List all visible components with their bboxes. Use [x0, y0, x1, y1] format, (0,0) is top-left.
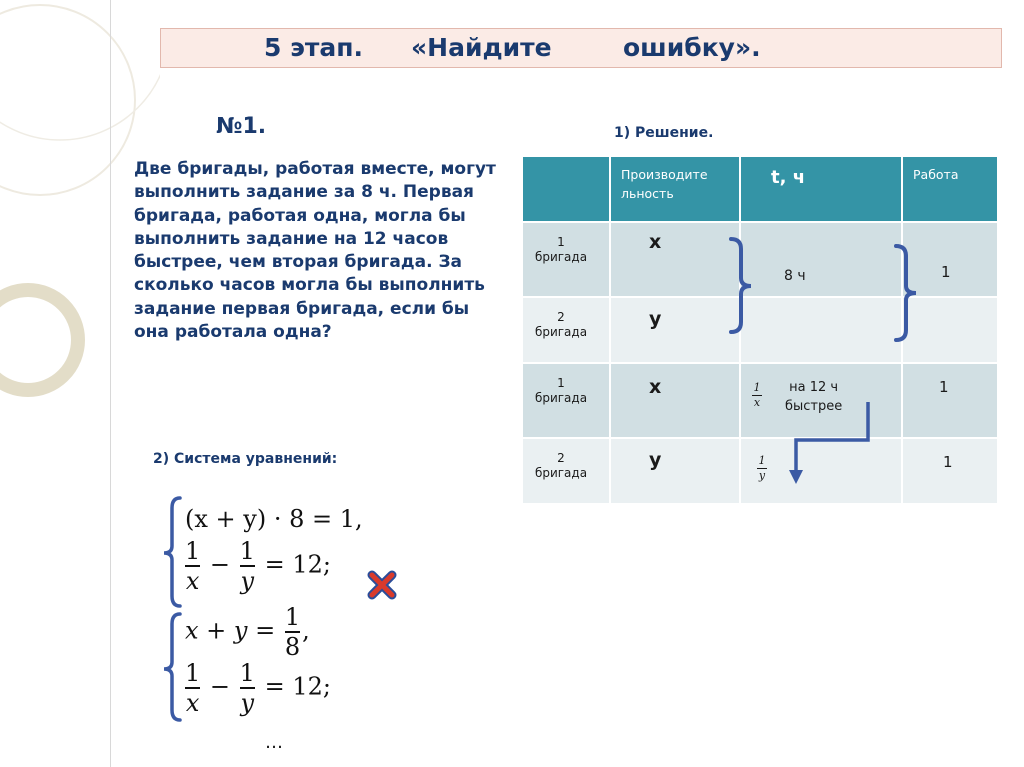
- problem-number: №1.: [216, 114, 267, 139]
- header-time-label: t, ч: [771, 167, 806, 188]
- system-heading: 2) Система уравнений:: [153, 451, 338, 467]
- wrong-eq2-num-1: 1: [185, 537, 201, 565]
- correct-system-brace: [164, 614, 180, 720]
- table-row: [522, 222, 998, 297]
- row-2-num: 2: [557, 310, 565, 324]
- row-4-label: бригада: [534, 466, 588, 480]
- table-row: [522, 438, 998, 504]
- fraction-1-over-y: [757, 455, 767, 482]
- table-row: [522, 297, 998, 363]
- header-productivity-line1: Производите: [621, 167, 708, 182]
- header-work-label: Работа: [913, 167, 959, 182]
- correct-eq1-end: ,: [302, 616, 310, 645]
- faster-note-line2: быстрее: [785, 399, 843, 414]
- row-3-num: 1: [557, 376, 565, 390]
- header-time: [740, 156, 902, 222]
- merged-time-value: 8 ч: [784, 268, 806, 284]
- problem-text: Две бригады, работая вместе, могут выполнить задание за 8 ч. Первая бригада, работая одна, могла бы выполнить задание на 12 часов быстрее, чем вторая бригада. За сколько часов могла бы выполнить задание первая бригада, если бы она работала одна?: [134, 159, 496, 343]
- faster-note: [785, 378, 842, 416]
- merged-work-value: 1: [941, 263, 951, 281]
- fraction-x-denominator: x: [753, 396, 761, 409]
- fraction-1-over-x: [752, 382, 762, 409]
- wrong-eq2-den-y: y: [240, 567, 255, 595]
- fraction-y-numerator: 1: [758, 454, 766, 467]
- solution-heading: 1) Решение.: [614, 125, 714, 141]
- row-3-work: 1: [939, 378, 949, 396]
- row-2-label: бригада: [534, 325, 588, 339]
- table-header-row: [522, 156, 998, 222]
- fraction-x-numerator: 1: [753, 381, 761, 394]
- title-stage: 5 этап.: [264, 33, 364, 62]
- correct-eq1-lhs: x + y =: [185, 616, 276, 645]
- solution-table: [521, 155, 999, 505]
- row-3-label: бригада: [534, 391, 588, 405]
- title-name-2: ошибку».: [623, 33, 761, 62]
- row-1-num: 1: [557, 235, 565, 249]
- correct-eq2-num-1: 1: [185, 659, 201, 687]
- correct-equation-1: [185, 604, 310, 660]
- wrong-equation-1: (x + y) · 8 = 1,: [185, 505, 363, 533]
- title-name: «Найдите: [411, 33, 552, 62]
- header-empty-cell: [522, 156, 610, 222]
- wrong-eq2-num-2: 1: [239, 537, 255, 565]
- row-1-var: x: [649, 231, 662, 253]
- table-row: [522, 363, 998, 438]
- row-3-var: x: [649, 376, 662, 398]
- continuation-dots: …: [265, 732, 283, 753]
- title-bar: [160, 28, 1002, 68]
- correct-eq2-den-y: y: [240, 689, 255, 717]
- correct-eq2-den-x: x: [185, 689, 200, 717]
- fraction-y-denominator: y: [758, 469, 766, 482]
- error-cross-icon: [367, 570, 397, 600]
- vertical-divider: [110, 0, 111, 767]
- decorative-circles: [0, 0, 160, 767]
- header-productivity: [610, 156, 740, 222]
- correct-eq1-num: 1: [284, 603, 301, 631]
- wrong-equation-2: $\frac{1}{x}$ − $\frac{1}{y}$ = 12;: [185, 537, 331, 595]
- row-2-var: y: [649, 308, 662, 330]
- row-4-num: 2: [557, 451, 565, 465]
- faster-note-line1: на 12 ч: [789, 380, 839, 395]
- row-4-var: y: [649, 449, 662, 471]
- wrong-system-brace: [164, 498, 180, 606]
- wrong-eq2-rhs: = 12;: [264, 550, 331, 579]
- row-1-label: бригада: [534, 250, 588, 264]
- header-work: [902, 156, 998, 222]
- wrong-eq2-den-x: x: [185, 567, 200, 595]
- row-4-work: 1: [943, 453, 953, 471]
- correct-equation-2: $\frac{1}{x}$ − $\frac{1}{y}$ = 12;: [185, 659, 331, 717]
- correct-eq2-num-2: 1: [239, 659, 255, 687]
- correct-eq2-rhs: = 12;: [264, 672, 331, 701]
- header-productivity-line2: льность: [621, 186, 674, 201]
- correct-eq1-den: 8: [284, 633, 301, 661]
